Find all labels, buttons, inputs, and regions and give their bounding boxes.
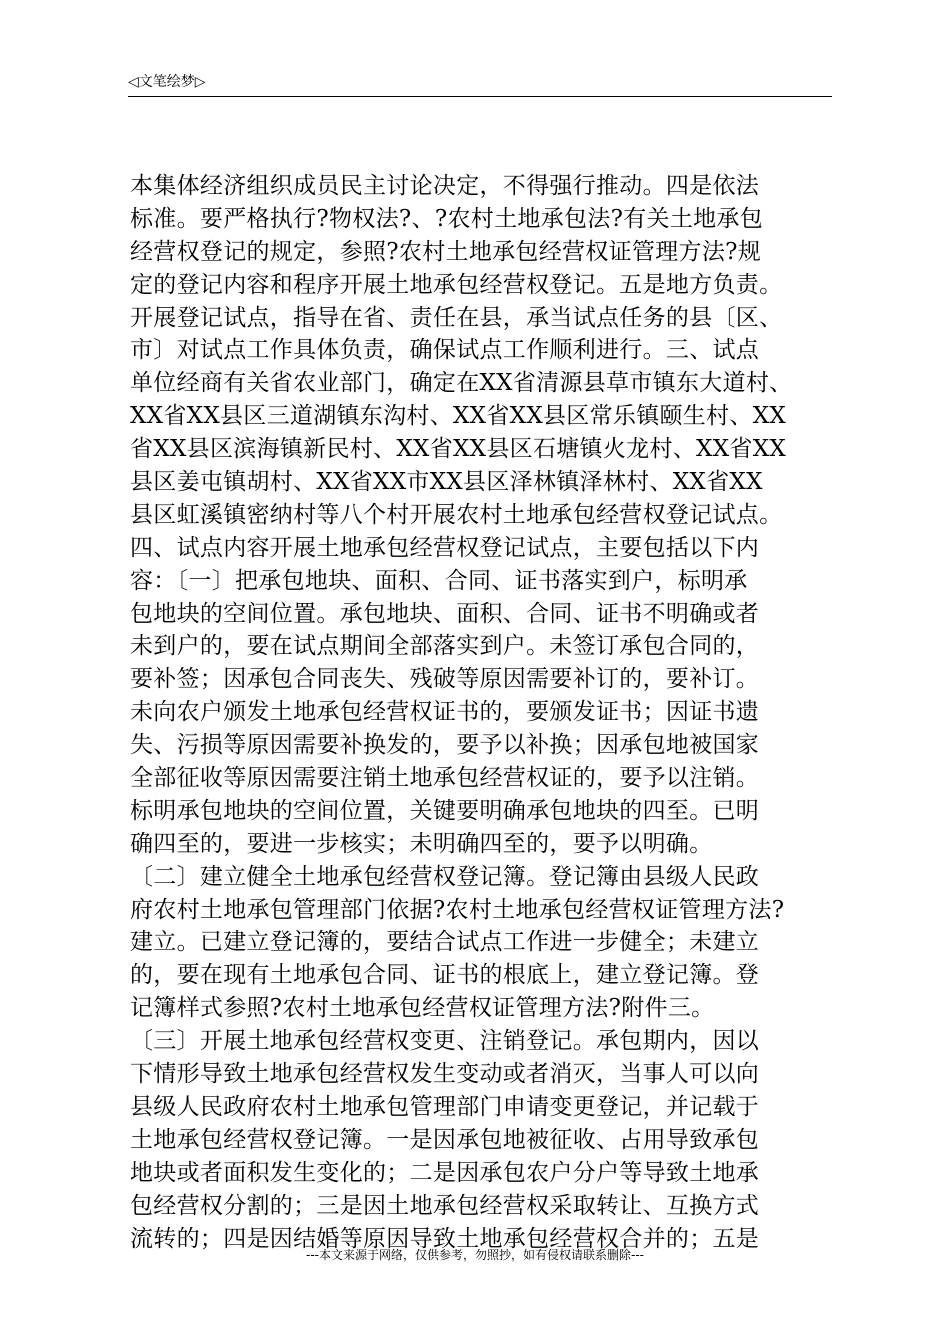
body-line: 的，要在现有土地承包合同、证书的根底上，建立登记簿。登	[130, 962, 760, 989]
body-line: 未到户的，要在试点期间全部落实到户。未签订承包合同的，	[130, 633, 760, 660]
body-line: 流转的；四是因结婚等原因导致土地承包经营权合并的；五是	[130, 1225, 760, 1252]
body-line: 市〕对试点工作具体负责，确保试点工作顺利进行。三、试点	[130, 337, 760, 364]
body-line: 经营权登记的规定，参照?农村土地承包经营权证管理方法?规	[130, 238, 762, 265]
body-line: 包经营权分割的；三是因土地承包经营权采取转让、互换方式	[130, 1192, 760, 1219]
body-line: 下情形导致土地承包经营权发生变动或者消灭，当事人可以向	[130, 1061, 760, 1088]
page-footer: ---本文来源于网络，仅供参考，勿照抄，如有侵权请联系删除---	[306, 1248, 644, 1262]
body-line: 土地承包经营权登记簿。一是因承包地被征收、占用导致承包	[130, 1126, 760, 1153]
body-line: 失、污损等原因需要补换发的，要予以补换；因承包地被国家	[130, 732, 760, 759]
header-divider	[128, 96, 832, 97]
body-line: XX省XX县区三道湖镇东沟村、XX省XX县区常乐镇颐生村、XX	[130, 403, 787, 430]
body-line: 包地块的空间位置。承包地块、面积、合同、证书不明确或者	[130, 600, 760, 627]
body-line: 标准。要严格执行?物权法?、?农村土地承包法?有关土地承包	[130, 205, 764, 232]
body-line: 建立。已建立登记簿的，要结合试点工作进一步健全；未建立	[130, 929, 760, 956]
body-line: 确四至的，要进一步核实；未明确四至的，要予以明确。	[130, 830, 713, 857]
body-line: 〔二〕建立健全土地承包经营权登记簿。登记簿由县级人民政	[130, 863, 760, 890]
body-line: 开展登记试点，指导在省、责任在县，承当试点任务的县〔区、	[130, 304, 783, 331]
body-line: 单位经商有关省农业部门，确定在XX省清源县草市镇东大道村、	[130, 370, 793, 397]
body-line: 未向农户颁发土地承包经营权证书的，要颁发证书；因证书遗	[130, 699, 760, 726]
body-line: 县区姜屯镇胡村、XX省XX市XX县区泽林镇泽林村、XX省XX	[130, 469, 763, 496]
document-body	[130, 170, 845, 1255]
body-line: 标明承包地块的空间位置，关键要明确承包地块的四至。已明	[130, 797, 760, 824]
body-line: 地块或者面积发生变化的；二是因承包农户分户等导致土地承	[130, 1159, 760, 1186]
page-header	[128, 72, 832, 98]
body-line: 本集体经济组织成员民主讨论决定，不得强行推动。四是依法	[130, 173, 760, 199]
body-line: 要补签；因承包合同丧失、残破等原因需要补订的，要补订。	[130, 666, 760, 693]
header-title: ◁文笔绘梦▷	[128, 74, 206, 90]
body-line: 县区虹溪镇密纳村等八个村开展农村土地承包经营权登记试点。	[130, 501, 783, 528]
body-line: 全部征收等原因需要注销土地承包经营权证的，要予以注销。	[130, 765, 760, 792]
body-line: 省XX县区滨海镇新民村、XX省XX县区石塘镇火龙村、XX省XX	[130, 436, 787, 463]
body-line: 定的登记内容和程序开展土地承包经营权登记。五是地方负责。	[130, 271, 783, 298]
body-line: 县级人民政府农村土地承包管理部门申请变更登记，并记载于	[130, 1093, 760, 1120]
body-line: 容：〔一〕把承包地块、面积、合同、证书落实到户，标明承	[130, 567, 748, 594]
body-line: 记簿样式参照?农村土地承包经营权证管理方法?附件三。	[130, 995, 715, 1022]
body-line: 〔三〕开展土地承包经营权变更、注销登记。承包期内，因以	[130, 1028, 760, 1055]
body-line: 府农村土地承包管理部门依据?农村土地承包经营权证管理方法?	[130, 896, 785, 923]
body-line: 四、试点内容开展土地承包经营权登记试点，主要包括以下内	[130, 534, 760, 561]
